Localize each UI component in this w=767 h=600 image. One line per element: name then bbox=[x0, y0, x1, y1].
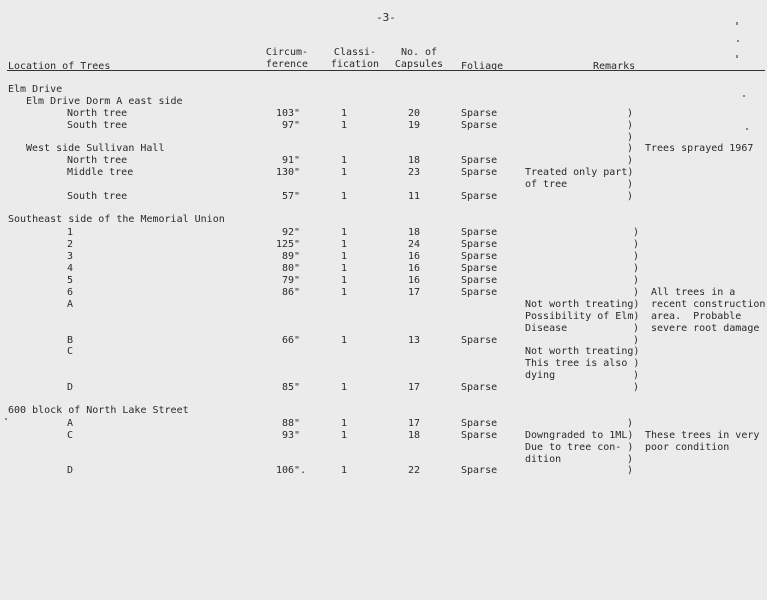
tree-classification: 1 bbox=[341, 382, 348, 393]
tree-classification: 1 bbox=[341, 167, 348, 178]
tree-circumference: 79" bbox=[282, 275, 301, 286]
remark-text: Treated only part) bbox=[525, 167, 634, 178]
tree-name: 2 bbox=[67, 239, 74, 250]
tree-foliage: Sparse bbox=[461, 465, 498, 476]
tree-name: C bbox=[67, 346, 74, 357]
tree-foliage: Sparse bbox=[461, 120, 498, 131]
tree-foliage: Sparse bbox=[461, 251, 498, 262]
tree-circumference: 106". bbox=[276, 465, 307, 476]
header-remarks: Remarks bbox=[593, 61, 636, 72]
header-foliage: Foliage bbox=[461, 61, 504, 72]
side-remark: recent construction bbox=[651, 299, 766, 310]
header-location: Location of Trees bbox=[8, 61, 111, 72]
header-capsules-2: Capsules bbox=[394, 59, 444, 70]
tree-name: North tree bbox=[67, 155, 128, 166]
header-classification-1: Classi- bbox=[333, 47, 377, 58]
section-title: Southeast side of the Memorial Union bbox=[8, 214, 225, 225]
tree-foliage: Sparse bbox=[461, 108, 498, 119]
tree-foliage: Sparse bbox=[461, 287, 498, 298]
tree-name: South tree bbox=[67, 120, 128, 131]
tree-foliage: Sparse bbox=[461, 418, 498, 429]
tree-name: 3 bbox=[67, 251, 74, 262]
scan-speck bbox=[736, 22, 738, 25]
tree-classification: 1 bbox=[341, 287, 348, 298]
tree-foliage: Sparse bbox=[461, 227, 498, 238]
remark-text: Disease bbox=[525, 323, 568, 334]
tree-circumference: 103" bbox=[276, 108, 301, 119]
scan-speck bbox=[737, 40, 739, 42]
tree-capsules: 16 bbox=[408, 275, 421, 286]
tree-foliage: Sparse bbox=[461, 167, 498, 178]
remark-text: dition bbox=[525, 454, 562, 465]
tree-capsules: 24 bbox=[408, 239, 421, 250]
side-remark: severe root damage bbox=[651, 323, 760, 334]
tree-name: Middle tree bbox=[67, 167, 134, 178]
remark-text: dying bbox=[525, 370, 556, 381]
side-remark: Trees sprayed 1967 bbox=[645, 143, 754, 154]
section-title: Elm Drive bbox=[8, 84, 63, 95]
remark-text: Not worth treating) bbox=[525, 299, 640, 310]
tree-foliage: Sparse bbox=[461, 275, 498, 286]
tree-classification: 1 bbox=[341, 108, 348, 119]
side-remark: All trees in a bbox=[651, 287, 736, 298]
tree-classification: 1 bbox=[341, 263, 348, 274]
remark-text: This tree is also ) bbox=[525, 358, 640, 369]
tree-circumference: 88" bbox=[282, 418, 301, 429]
side-remark: poor condition bbox=[645, 442, 730, 453]
scan-speck bbox=[5, 418, 7, 420]
tree-name: A bbox=[67, 418, 74, 429]
tree-foliage: Sparse bbox=[461, 430, 498, 441]
tree-circumference: 92" bbox=[282, 227, 301, 238]
tree-circumference: 89" bbox=[282, 251, 301, 262]
remark-text: of tree bbox=[525, 179, 568, 190]
tree-foliage: Sparse bbox=[461, 335, 498, 346]
tree-capsules: 18 bbox=[408, 155, 421, 166]
scan-speck bbox=[743, 95, 745, 97]
tree-circumference: 97" bbox=[282, 120, 301, 131]
scan-speck bbox=[746, 128, 748, 130]
scan-speck bbox=[736, 55, 738, 58]
tree-capsules: 22 bbox=[408, 465, 421, 476]
tree-capsules: 23 bbox=[408, 167, 421, 178]
tree-name: 4 bbox=[67, 263, 74, 274]
tree-circumference: 125" bbox=[276, 239, 301, 250]
subsection-title: West side Sullivan Hall bbox=[26, 143, 165, 154]
tree-circumference: 86" bbox=[282, 287, 301, 298]
tree-circumference: 91" bbox=[282, 155, 301, 166]
tree-classification: 1 bbox=[341, 430, 348, 441]
remark-text: Downgraded to 1ML) bbox=[525, 430, 634, 441]
tree-capsules: 11 bbox=[408, 191, 421, 202]
tree-foliage: Sparse bbox=[461, 155, 498, 166]
tree-classification: 1 bbox=[341, 155, 348, 166]
tree-classification: 1 bbox=[341, 239, 348, 250]
tree-name: 1 bbox=[67, 227, 74, 238]
tree-name: South tree bbox=[67, 191, 128, 202]
subsection-title: Elm Drive Dorm A east side bbox=[26, 96, 183, 107]
tree-name: 5 bbox=[67, 275, 74, 286]
tree-capsules: 20 bbox=[408, 108, 421, 119]
tree-capsules: 18 bbox=[408, 430, 421, 441]
tree-name: 6 bbox=[67, 287, 74, 298]
tree-name: D bbox=[67, 382, 74, 393]
header-circumference-2: ference bbox=[265, 59, 309, 70]
tree-classification: 1 bbox=[341, 191, 348, 202]
tree-name: D bbox=[67, 465, 74, 476]
tree-classification: 1 bbox=[341, 418, 348, 429]
tree-capsules: 17 bbox=[408, 287, 421, 298]
header-classification-2: fication bbox=[330, 59, 380, 70]
tree-capsules: 18 bbox=[408, 227, 421, 238]
tree-capsules: 17 bbox=[408, 418, 421, 429]
tree-name: B bbox=[67, 335, 74, 346]
tree-capsules: 17 bbox=[408, 382, 421, 393]
tree-circumference: 93" bbox=[282, 430, 301, 441]
tree-name: C bbox=[67, 430, 74, 441]
remark-text: Due to tree con- ) bbox=[525, 442, 634, 453]
remark-text: Possibility of Elm) bbox=[525, 311, 640, 322]
header-rule bbox=[7, 70, 765, 71]
tree-circumference: 80" bbox=[282, 263, 301, 274]
tree-classification: 1 bbox=[341, 275, 348, 286]
tree-foliage: Sparse bbox=[461, 263, 498, 274]
header-circumference-1: Circum- bbox=[265, 47, 309, 58]
tree-classification: 1 bbox=[341, 120, 348, 131]
tree-circumference: 130" bbox=[276, 167, 301, 178]
tree-name: A bbox=[67, 299, 74, 310]
tree-circumference: 85" bbox=[282, 382, 301, 393]
tree-foliage: Sparse bbox=[461, 191, 498, 202]
tree-foliage: Sparse bbox=[461, 382, 498, 393]
tree-capsules: 19 bbox=[408, 120, 421, 131]
tree-classification: 1 bbox=[341, 335, 348, 346]
tree-circumference: 57" bbox=[282, 191, 301, 202]
side-remark: These trees in very bbox=[645, 430, 760, 441]
remark-text: Not worth treating) bbox=[525, 346, 640, 357]
side-remark: area. Probable bbox=[651, 311, 742, 322]
tree-capsules: 16 bbox=[408, 263, 421, 274]
section-title: 600 block of North Lake Street bbox=[8, 405, 189, 416]
tree-circumference: 66" bbox=[282, 335, 301, 346]
tree-capsules: 13 bbox=[408, 335, 421, 346]
tree-name: North tree bbox=[67, 108, 128, 119]
tree-classification: 1 bbox=[341, 465, 348, 476]
tree-classification: 1 bbox=[341, 251, 348, 262]
tree-classification: 1 bbox=[341, 227, 348, 238]
header-capsules-1: No. of bbox=[400, 47, 438, 58]
tree-capsules: 16 bbox=[408, 251, 421, 262]
page-number: -3- bbox=[376, 11, 396, 24]
tree-foliage: Sparse bbox=[461, 239, 498, 250]
